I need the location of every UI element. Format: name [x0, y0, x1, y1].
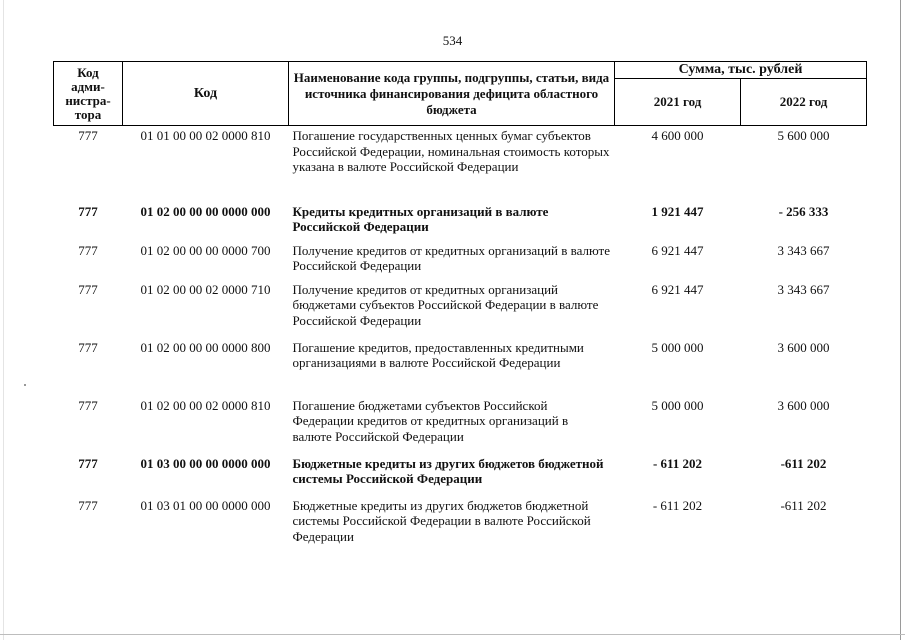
table-row — [54, 454, 867, 496]
scan-edge-right — [900, 0, 901, 640]
cell-sum-2022: - 256 333 — [778, 203, 829, 219]
table-row — [54, 241, 867, 280]
header-row — [54, 62, 867, 79]
table-row — [54, 396, 867, 454]
cell-sum-2022: 5 600 000 — [777, 128, 830, 143]
table-row — [54, 202, 867, 241]
table-row — [54, 280, 867, 338]
cell-admin: 777 — [78, 203, 98, 219]
cell-name: Бюджетные кредиты из других бюджетов бюджетной системы Российской Федерации — [292, 455, 604, 486]
table-row — [54, 126, 867, 202]
cell-code: 01 03 00 00 00 0000 000 — [140, 455, 271, 471]
cell-name: Получение кредитов от кредитных организаций бюджетами субъектов Российской Федерации в валюте Российской Федерации — [292, 281, 599, 328]
cell-sum-2022: -611 202 — [780, 455, 827, 471]
cell-name: Погашение бюджетами субъектов Российской Федерации кредитов от кредитных организаций в валюте Российской Федерации — [292, 397, 569, 444]
cell-admin: 777 — [78, 339, 98, 355]
scan-speck — [24, 384, 26, 386]
cell-sum-2021: 5 000 000 — [651, 397, 704, 413]
financing-sources-table — [53, 61, 867, 548]
cell-admin: 777 — [78, 455, 98, 471]
cell-code: 01 02 00 00 00 0000 000 — [140, 203, 271, 219]
cell-name: Бюджетные кредиты из других бюджетов бюджетной системы Российской Федерации в валюте Российской Федерации — [292, 497, 591, 544]
cell-sum-2021: - 611 202 — [652, 455, 703, 471]
cell-admin: 777 — [78, 242, 98, 258]
cell-name: Получение кредитов от кредитных организаций в валюте Российской Федерации — [292, 242, 610, 273]
cell-sum-2022: 3 343 667 — [777, 242, 830, 258]
cell-code: 01 02 00 00 00 0000 800 — [140, 339, 271, 355]
cell-sum-2022: 3 600 000 — [777, 339, 830, 355]
header-year-2022: 2022 год — [741, 79, 867, 126]
cell-sum-2021: 6 921 447 — [651, 281, 704, 297]
table-row — [54, 496, 867, 548]
cell-sum-2021: 6 921 447 — [651, 242, 704, 258]
cell-sum-2022: 3 600 000 — [777, 397, 830, 413]
header-name: Наименование кода группы, подгруппы, статьи, вида источника финансирования дефицита областного бюджета — [289, 62, 615, 126]
table-row — [54, 338, 867, 396]
header-admin-code: Код адми- нистра- тора — [54, 62, 123, 126]
cell-sum-2022: 3 343 667 — [777, 281, 830, 297]
cell-code: 01 02 00 00 02 0000 810 — [140, 397, 271, 413]
cell-sum-2021: 1 921 447 — [651, 203, 704, 219]
cell-admin: 777 — [78, 281, 98, 297]
cell-name: Погашение кредитов, предоставленных кредитными организациями в валюте Российской Федерации — [292, 339, 584, 370]
cell-admin: 777 — [78, 497, 98, 513]
cell-admin: 777 — [78, 128, 98, 143]
header-sum: Сумма, тыс. рублей — [615, 62, 867, 79]
page-number: 534 — [442, 33, 463, 48]
cell-sum-2021: 5 000 000 — [651, 339, 704, 355]
cell-code: 01 02 00 00 02 0000 710 — [140, 281, 271, 297]
cell-sum-2021: 4 600 000 — [651, 128, 704, 143]
scan-edge-left — [3, 0, 4, 640]
cell-name: Погашение государственных ценных бумаг субъектов Российской Федерации, номинальная стоимость которых указана в валюте Российской Федерации — [292, 128, 610, 174]
cell-code: 01 03 01 00 00 0000 000 — [140, 497, 271, 513]
cell-code: 01 02 00 00 00 0000 700 — [140, 242, 271, 258]
cell-code: 01 01 00 00 02 0000 810 — [140, 128, 271, 143]
cell-sum-2022: -611 202 — [780, 497, 827, 513]
cell-sum-2021: - 611 202 — [652, 497, 703, 513]
cell-admin: 777 — [78, 397, 98, 413]
header-code: Код — [123, 62, 289, 126]
scan-edge-bottom — [0, 634, 905, 635]
header-year-2021: 2021 год — [615, 79, 741, 126]
cell-name: Кредиты кредитных организаций в валюте Российской Федерации — [292, 203, 549, 234]
